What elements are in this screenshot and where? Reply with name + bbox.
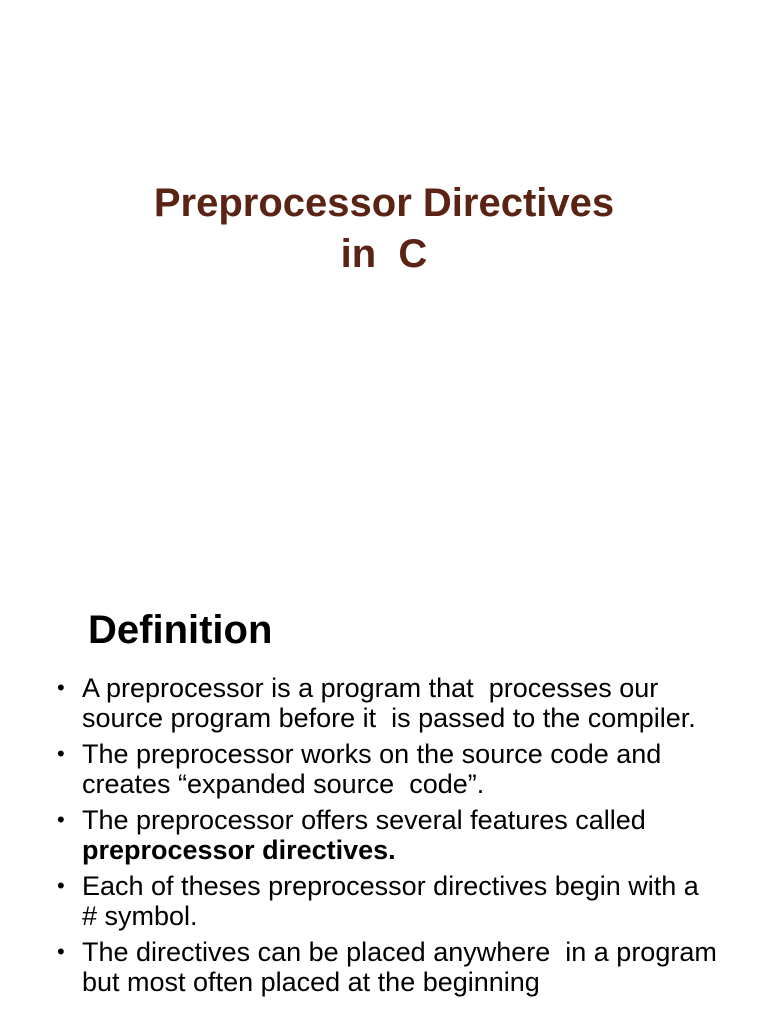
- bullet-text: The directives can be placed anywhere in a program but most often placed at the beginning: [82, 937, 725, 997]
- slide-title: [0, 178, 768, 280]
- list-item: [0, 673, 768, 733]
- bullet-icon: •: [57, 741, 65, 766]
- bullet-icon: •: [57, 939, 65, 964]
- bullet-icon: •: [57, 807, 65, 832]
- bullet-icon: •: [57, 873, 65, 898]
- slide-title-line-1: Preprocessor Directives: [153, 181, 615, 225]
- bullet-text: Each of theses preprocessor directives begin with a # symbol.: [82, 871, 707, 931]
- bullet-text: The preprocessor offers several features called: [82, 805, 654, 835]
- slide-title-line-2: in C: [340, 232, 428, 276]
- section-heading: Definition: [88, 608, 273, 652]
- bullet-text: The preprocessor works on the source code and creates “expanded source code”.: [82, 739, 669, 799]
- list-item: [0, 805, 768, 865]
- bullet-bold-text: preprocessor directives.: [82, 835, 396, 865]
- bullet-icon: •: [57, 675, 65, 700]
- list-item: [0, 871, 768, 931]
- list-item: [0, 739, 768, 799]
- list-item: [0, 937, 768, 997]
- bullet-text: A preprocessor is a program that processes our source program before it is passed to the compiler.: [82, 673, 696, 733]
- bullet-list: [0, 673, 768, 1003]
